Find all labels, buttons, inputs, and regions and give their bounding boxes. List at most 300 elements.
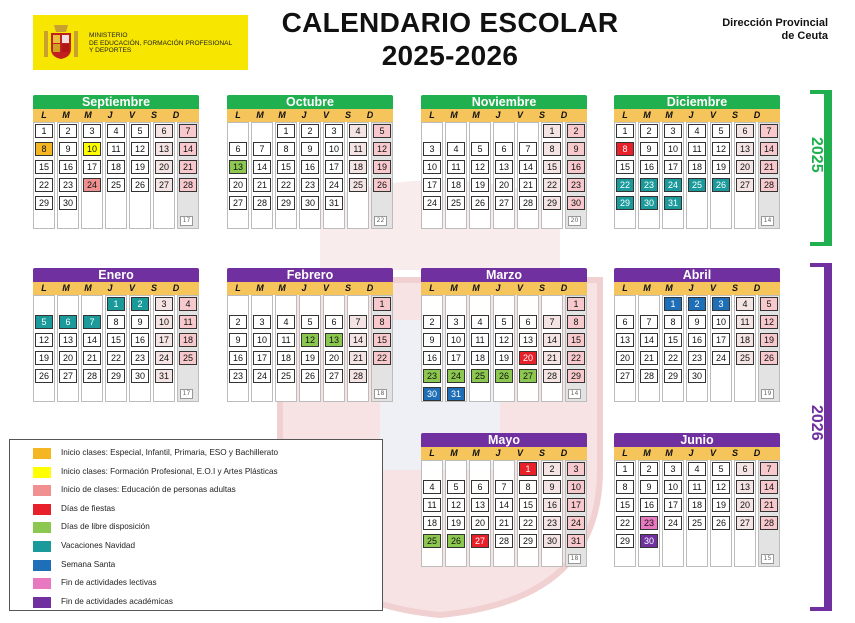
day-cell: 15 xyxy=(567,333,585,347)
day-cell: 10 xyxy=(423,160,441,174)
day-cell: 17 xyxy=(325,160,343,174)
day-cell: 18 xyxy=(471,351,489,365)
day-cell: 8 xyxy=(567,315,585,329)
day-cell: 19 xyxy=(712,498,730,512)
day-cell: 11 xyxy=(736,315,754,329)
day-cell: 20 xyxy=(155,160,173,174)
direction-line-2: de Ceuta xyxy=(781,30,828,42)
weekday-label: M xyxy=(62,283,70,293)
day-cell: 27 xyxy=(59,369,77,383)
day-cell: 1 xyxy=(519,462,537,476)
day-cell: 9 xyxy=(423,333,441,347)
month-enero xyxy=(33,268,199,408)
day-column xyxy=(33,122,55,229)
day-cell: 13 xyxy=(616,333,634,347)
weekday-label: D xyxy=(560,448,568,458)
day-column xyxy=(638,460,660,567)
weekday-label: D xyxy=(366,110,374,120)
day-cell: 28 xyxy=(495,534,513,548)
weekday-label: M xyxy=(84,110,92,120)
day-cell: 30 xyxy=(131,369,149,383)
day-cell: 23 xyxy=(423,369,441,383)
day-cell: 11 xyxy=(179,315,197,329)
weekday-label: J xyxy=(688,110,694,120)
day-cell: 13 xyxy=(325,333,343,347)
day-cell: 27 xyxy=(229,196,247,210)
day-cell: 23 xyxy=(229,369,247,383)
day-cell: 9 xyxy=(543,480,561,494)
day-cell: 31 xyxy=(567,534,585,548)
day-cell: 14 xyxy=(495,498,513,512)
day-cell: 18 xyxy=(688,160,706,174)
year-bar-2026 xyxy=(824,263,832,611)
day-cell: 1 xyxy=(616,124,634,138)
day-cell: 2 xyxy=(640,462,658,476)
ministry-line-1: MINISTERIO xyxy=(89,32,128,39)
day-cell: 27 xyxy=(495,196,513,210)
weekday-label: V xyxy=(516,283,523,293)
month-febrero xyxy=(227,268,393,408)
day-cell: 16 xyxy=(567,160,585,174)
day-cell: 11 xyxy=(349,142,367,156)
day-cell: 5 xyxy=(131,124,149,138)
day-cell: 23 xyxy=(688,351,706,365)
day-cell: 18 xyxy=(107,160,125,174)
day-cell: 9 xyxy=(567,142,585,156)
day-cell: 26 xyxy=(35,369,53,383)
day-cell: 28 xyxy=(760,516,778,530)
weekday-label: M xyxy=(62,110,70,120)
weekday-label: L xyxy=(429,283,435,293)
day-cell: 1 xyxy=(567,297,585,311)
weekday-label: S xyxy=(150,110,157,120)
day-cell: 18 xyxy=(447,178,465,192)
day-cell: 18 xyxy=(349,160,367,174)
day-column xyxy=(57,122,79,229)
day-cell: 15 xyxy=(664,333,682,347)
weekday-label: M xyxy=(643,448,651,458)
weekday-label: D xyxy=(753,283,761,293)
month-name: Junio xyxy=(614,433,780,447)
weekday-label: V xyxy=(709,283,716,293)
day-cell: 16 xyxy=(131,333,149,347)
weekday-label: L xyxy=(429,448,435,458)
day-cell: 6 xyxy=(471,480,489,494)
day-column xyxy=(614,295,636,402)
day-cell: 5 xyxy=(447,480,465,494)
day-cell: 25 xyxy=(277,369,295,383)
day-cell: 21 xyxy=(83,351,101,365)
day-column xyxy=(686,122,708,229)
day-cell: 23 xyxy=(640,516,658,530)
day-cell: 12 xyxy=(712,480,730,494)
weekday-label: L xyxy=(622,110,628,120)
day-cell: 13 xyxy=(736,142,754,156)
day-cell: 17 xyxy=(83,160,101,174)
day-cell: 24 xyxy=(664,516,682,530)
day-cell: 18 xyxy=(736,333,754,347)
day-cell: 3 xyxy=(423,142,441,156)
weekday-label: S xyxy=(538,110,545,120)
weekday-label: M xyxy=(256,283,264,293)
day-cell: 24 xyxy=(567,516,585,530)
month-septiembre xyxy=(33,95,199,235)
day-cell: 24 xyxy=(423,196,441,210)
day-cell: 27 xyxy=(519,369,537,383)
day-column xyxy=(734,295,756,402)
day-cell: 26 xyxy=(712,178,730,192)
day-column xyxy=(541,122,563,229)
day-cell: 11 xyxy=(447,160,465,174)
day-column xyxy=(129,295,151,402)
lective-days-count: 18 xyxy=(568,554,581,564)
weekday-label: D xyxy=(753,110,761,120)
day-cell: 19 xyxy=(301,351,319,365)
day-cell: 2 xyxy=(543,462,561,476)
weekday-label: J xyxy=(301,110,307,120)
day-cell: 25 xyxy=(349,178,367,192)
weekday-label: M xyxy=(665,448,673,458)
day-cell: 18 xyxy=(423,516,441,530)
weekday-header xyxy=(614,282,780,295)
day-column xyxy=(493,122,515,229)
day-cell: 23 xyxy=(59,178,77,192)
day-column xyxy=(565,295,587,402)
month-mayo xyxy=(421,433,587,573)
day-cell: 30 xyxy=(567,196,585,210)
day-cell: 28 xyxy=(543,369,561,383)
day-column xyxy=(758,122,780,229)
day-cell: 10 xyxy=(712,315,730,329)
day-cell: 14 xyxy=(179,142,197,156)
weekday-header xyxy=(33,282,199,295)
day-cell: 31 xyxy=(664,196,682,210)
weekday-label: V xyxy=(516,448,523,458)
day-column xyxy=(469,460,491,567)
day-column xyxy=(227,122,249,229)
weekday-label: M xyxy=(665,283,673,293)
day-cell: 23 xyxy=(301,178,319,192)
day-cell: 17 xyxy=(253,351,271,365)
day-cell: 28 xyxy=(640,369,658,383)
weekday-label: J xyxy=(688,283,694,293)
day-cell: 14 xyxy=(349,333,367,347)
day-cell: 13 xyxy=(736,480,754,494)
day-cell: 25 xyxy=(471,369,489,383)
legend-label: Inicio clases: Especial, Infantil, Primaria, ESO y Bachillerato xyxy=(61,448,279,457)
page-title xyxy=(250,6,650,72)
day-cell: 5 xyxy=(373,124,391,138)
weekday-header xyxy=(421,282,587,295)
day-cell: 5 xyxy=(471,142,489,156)
day-cell: 14 xyxy=(253,160,271,174)
day-cell: 3 xyxy=(664,124,682,138)
day-cell: 9 xyxy=(640,480,658,494)
day-cell: 9 xyxy=(688,315,706,329)
day-cell: 22 xyxy=(107,351,125,365)
day-cell: 8 xyxy=(664,315,682,329)
weekday-label: V xyxy=(709,110,716,120)
day-cell: 6 xyxy=(616,315,634,329)
day-cell: 15 xyxy=(519,498,537,512)
weekday-label: L xyxy=(41,283,47,293)
day-cell: 10 xyxy=(664,480,682,494)
day-cell: 14 xyxy=(543,333,561,347)
day-cell: 17 xyxy=(664,160,682,174)
day-cell: 24 xyxy=(325,178,343,192)
day-column xyxy=(686,295,708,402)
legend-label: Vacaciones Navidad xyxy=(61,541,136,550)
day-cell: 27 xyxy=(736,516,754,530)
day-cell: 15 xyxy=(107,333,125,347)
day-cell: 2 xyxy=(688,297,706,311)
day-cell: 5 xyxy=(495,315,513,329)
day-cell: 10 xyxy=(567,480,585,494)
day-column xyxy=(469,295,491,402)
day-cell: 8 xyxy=(616,480,634,494)
day-cell: 3 xyxy=(253,315,271,329)
weekday-label: D xyxy=(172,283,180,293)
day-cell: 19 xyxy=(471,178,489,192)
weekday-label: S xyxy=(731,448,738,458)
day-cell: 22 xyxy=(664,351,682,365)
day-cell: 14 xyxy=(83,333,101,347)
day-cell: 22 xyxy=(616,516,634,530)
day-cell: 26 xyxy=(301,369,319,383)
day-cell: 19 xyxy=(35,351,53,365)
weekday-header xyxy=(227,282,393,295)
day-cell: 17 xyxy=(712,333,730,347)
day-cell: 11 xyxy=(277,333,295,347)
day-cell: 8 xyxy=(35,142,53,156)
day-column xyxy=(565,460,587,567)
day-cell: 3 xyxy=(664,462,682,476)
day-column xyxy=(299,295,321,402)
weekday-header xyxy=(614,447,780,460)
weekday-label: M xyxy=(643,283,651,293)
weekday-label: S xyxy=(344,283,351,293)
weekday-label: L xyxy=(622,448,628,458)
day-cell: 22 xyxy=(35,178,53,192)
month-name: Diciembre xyxy=(614,95,780,109)
day-column xyxy=(565,122,587,229)
day-cell: 23 xyxy=(640,178,658,192)
day-cell: 22 xyxy=(373,351,391,365)
day-cell: 3 xyxy=(155,297,173,311)
day-cell: 20 xyxy=(519,351,537,365)
day-column xyxy=(33,295,55,402)
legend-label: Días de fiestas xyxy=(61,503,116,513)
weekday-label: M xyxy=(278,283,286,293)
day-cell: 29 xyxy=(616,534,634,548)
weekday-label: L xyxy=(622,283,628,293)
day-cell: 27 xyxy=(616,369,634,383)
weekday-header xyxy=(421,447,587,460)
month-diciembre xyxy=(614,95,780,235)
month-name: Enero xyxy=(33,268,199,282)
day-column xyxy=(177,295,199,402)
day-column xyxy=(421,122,443,229)
day-cell: 12 xyxy=(131,142,149,156)
lective-days-count: 20 xyxy=(568,216,581,226)
day-column xyxy=(105,122,127,229)
day-cell: 19 xyxy=(447,516,465,530)
day-cell: 6 xyxy=(155,124,173,138)
day-column xyxy=(275,295,297,402)
day-column xyxy=(153,122,175,229)
day-cell: 25 xyxy=(736,351,754,365)
day-cell: 1 xyxy=(664,297,682,311)
day-column xyxy=(469,122,491,229)
day-cell: 19 xyxy=(760,333,778,347)
day-cell: 11 xyxy=(471,333,489,347)
day-cell: 22 xyxy=(519,516,537,530)
day-column xyxy=(347,295,369,402)
day-column xyxy=(57,295,79,402)
month-abril xyxy=(614,268,780,408)
day-cell: 10 xyxy=(325,142,343,156)
day-cell: 5 xyxy=(35,315,53,329)
weekday-label: M xyxy=(450,283,458,293)
day-cell: 23 xyxy=(543,516,561,530)
weekday-label: M xyxy=(472,110,480,120)
day-cell: 18 xyxy=(688,498,706,512)
day-cell: 19 xyxy=(495,351,513,365)
day-column xyxy=(638,122,660,229)
day-column xyxy=(517,122,539,229)
day-column xyxy=(421,460,443,567)
weekday-label: J xyxy=(107,283,113,293)
legend-swatch xyxy=(33,485,51,496)
year-label-2025: 2025 xyxy=(808,137,825,173)
day-cell: 21 xyxy=(760,160,778,174)
day-cell: 28 xyxy=(83,369,101,383)
day-column xyxy=(541,460,563,567)
legend-label: Fin de actividades académicas xyxy=(61,596,173,606)
day-cell: 3 xyxy=(83,124,101,138)
direction-provincial xyxy=(700,17,828,43)
day-cell: 24 xyxy=(83,178,101,192)
lective-days-count: 14 xyxy=(761,216,774,226)
day-cell: 8 xyxy=(543,142,561,156)
day-cell: 28 xyxy=(349,369,367,383)
weekday-label: J xyxy=(688,448,694,458)
day-cell: 29 xyxy=(543,196,561,210)
day-cell: 13 xyxy=(471,498,489,512)
day-cell: 12 xyxy=(712,142,730,156)
day-column xyxy=(371,122,393,229)
weekday-label: V xyxy=(516,110,523,120)
day-column xyxy=(517,295,539,402)
year-label-2026: 2026 xyxy=(808,405,825,441)
day-cell: 4 xyxy=(423,480,441,494)
legend-swatch xyxy=(33,541,51,552)
day-cell: 25 xyxy=(107,178,125,192)
day-column xyxy=(275,122,297,229)
weekday-label: M xyxy=(472,283,480,293)
day-cell: 12 xyxy=(373,142,391,156)
weekday-label: M xyxy=(665,110,673,120)
day-cell: 4 xyxy=(688,124,706,138)
day-cell: 20 xyxy=(471,516,489,530)
day-cell: 2 xyxy=(131,297,149,311)
day-column xyxy=(662,295,684,402)
year-bar-2025 xyxy=(824,90,832,246)
day-cell: 22 xyxy=(567,351,585,365)
day-column xyxy=(614,460,636,567)
day-cell: 14 xyxy=(760,480,778,494)
day-cell: 12 xyxy=(35,333,53,347)
month-noviembre xyxy=(421,95,587,235)
day-cell: 5 xyxy=(760,297,778,311)
day-cell: 22 xyxy=(543,178,561,192)
day-cell: 21 xyxy=(760,498,778,512)
day-column xyxy=(493,460,515,567)
day-cell: 12 xyxy=(301,333,319,347)
day-cell: 25 xyxy=(179,351,197,365)
day-cell: 16 xyxy=(301,160,319,174)
day-cell: 6 xyxy=(736,124,754,138)
day-cell: 1 xyxy=(543,124,561,138)
day-cell: 29 xyxy=(519,534,537,548)
day-cell: 4 xyxy=(471,315,489,329)
day-cell: 24 xyxy=(155,351,173,365)
day-cell: 19 xyxy=(712,160,730,174)
legend xyxy=(9,439,383,611)
day-cell: 29 xyxy=(35,196,53,210)
day-cell: 21 xyxy=(179,160,197,174)
day-cell: 31 xyxy=(155,369,173,383)
day-column xyxy=(517,460,539,567)
day-column xyxy=(662,460,684,567)
day-column xyxy=(251,122,273,229)
weekday-header xyxy=(421,109,587,122)
weekday-label: V xyxy=(709,448,716,458)
month-name: Marzo xyxy=(421,268,587,282)
day-cell: 16 xyxy=(229,351,247,365)
ministry-line-3: Y DEPORTES xyxy=(89,47,132,54)
day-cell: 20 xyxy=(736,160,754,174)
day-column xyxy=(81,122,103,229)
month-name: Mayo xyxy=(421,433,587,447)
day-cell: 6 xyxy=(519,315,537,329)
day-column xyxy=(614,122,636,229)
day-column xyxy=(371,295,393,402)
day-column xyxy=(638,295,660,402)
day-column xyxy=(81,295,103,402)
day-cell: 3 xyxy=(712,297,730,311)
day-cell: 5 xyxy=(712,124,730,138)
day-column xyxy=(758,460,780,567)
day-cell: 21 xyxy=(640,351,658,365)
day-cell: 16 xyxy=(688,333,706,347)
day-cell: 20 xyxy=(229,178,247,192)
day-cell: 28 xyxy=(179,178,197,192)
day-cell: 31 xyxy=(325,196,343,210)
day-cell: 4 xyxy=(277,315,295,329)
month-marzo xyxy=(421,268,587,408)
day-cell: 10 xyxy=(83,142,101,156)
day-cell: 24 xyxy=(253,369,271,383)
day-cell: 8 xyxy=(107,315,125,329)
legend-swatch xyxy=(33,467,51,478)
day-cell: 1 xyxy=(35,124,53,138)
weekday-label: L xyxy=(235,283,241,293)
day-cell: 14 xyxy=(519,160,537,174)
day-cell: 28 xyxy=(760,178,778,192)
weekday-label: D xyxy=(560,110,568,120)
day-cell: 30 xyxy=(423,387,441,401)
